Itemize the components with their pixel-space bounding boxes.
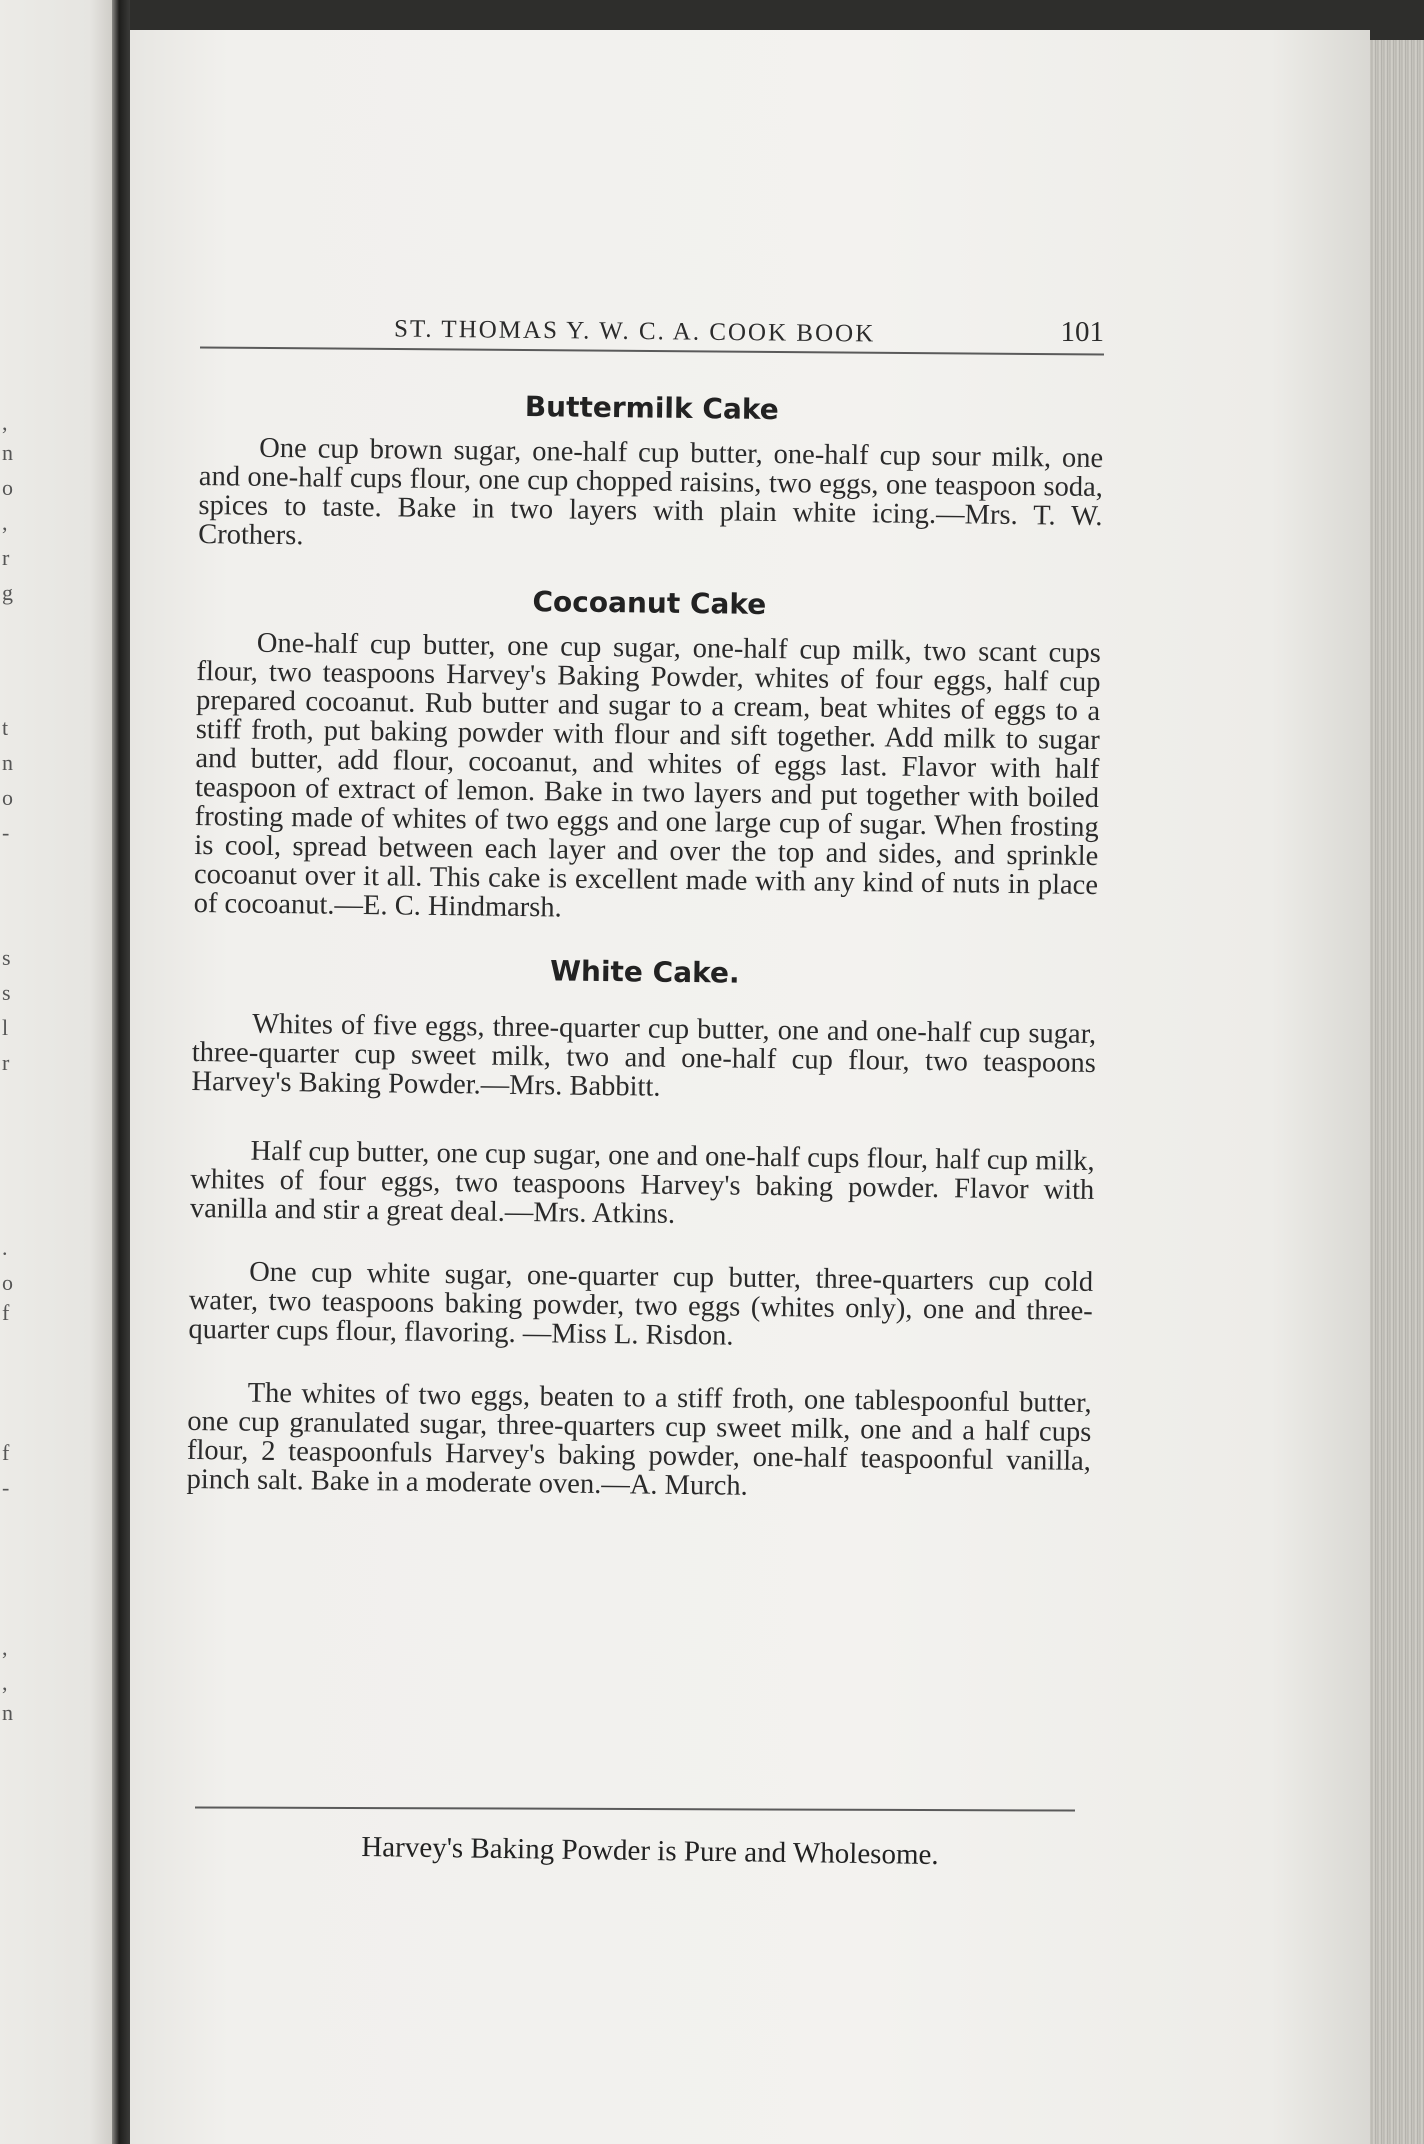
margin-fragment: g <box>2 580 13 605</box>
margin-fragment: , <box>2 1635 8 1660</box>
margin-fragment: . <box>2 1235 8 1260</box>
recipe-title: White Cake. <box>549 954 740 990</box>
margin-fragment: n <box>2 750 13 775</box>
book-gutter <box>112 0 130 2144</box>
recipe-paragraph: One cup brown sugar, one-half cup butter, one-half cup sour milk, one and one-half cups flour, one cup chopped raisins, two eggs, one teaspoon soda, spices to taste. Bake in two layers with plain white icing.—Mrs. T. W. Crothers. <box>197 432 1104 552</box>
margin-fragment: r <box>2 1050 10 1075</box>
margin-fragment: o <box>2 785 13 810</box>
margin-fragment: s <box>2 945 11 970</box>
recipe-paragraph: One cup white sugar, one-quarter cup butter, three-quarters cup cold water, two teaspoons baking powder, two eggs (whites only), one and three-quarter cups flour, flavoring. —Miss L. Risdon. <box>188 1256 1094 1352</box>
page-number: 101 <box>1060 316 1104 348</box>
recipe-buttermilk-cake <box>198 386 1104 560</box>
margin-fragment: - <box>2 820 10 845</box>
recipe-paragraph: Half cup butter, one cup sugar, one and one-half cups flour, half cup milk, whites of four eggs, two teaspoons Harvey's baking powder. Flavor with vanilla and stir a great deal.—Mrs. Atkins. <box>189 1135 1095 1230</box>
recipe-content <box>186 386 1104 1537</box>
margin-fragment: t <box>2 715 9 740</box>
margin-fragment: - <box>2 1475 10 1500</box>
page-stack-edge <box>1370 40 1424 2144</box>
recipe-white-cake <box>186 950 1097 1505</box>
margin-fragment: , <box>2 410 8 435</box>
margin-fragment: f <box>2 1300 10 1325</box>
recipe-title: Buttermilk Cake <box>524 389 779 427</box>
margin-fragment: r <box>2 545 10 570</box>
running-head: ST. THOMAS Y. W. C. A. COOK BOOK <box>393 315 876 348</box>
margin-fragment: s <box>2 980 11 1005</box>
margin-fragment: n <box>2 1700 13 1725</box>
recipe-paragraph: One-half cup butter, one cup sugar, one-half cup milk, two scant cups flour, two teaspoons Harvey's Baking Powder, whites of four eggs, half cup prepared cocoanut. Rub butter and sugar to a cream, beat whites of eggs to a stiff froth, put baking powder with flour and sift together. Add milk to sugar and butter, add flour, cocoanut, and whites of eggs last. Flavor with half teaspoon of extract of lemon. Bake in two layers and put together with boiled frosting made of whites of two eggs and one large cup of sugar. When frosting is cool, spread between each layer and over the top and sides, and sprinkle cocoanut over it all. This cake is excellent made with any kind of nuts in place of cocoanut.—E. C. Hindmarsh. <box>193 627 1101 924</box>
recipe-cocoanut-cake <box>194 581 1102 929</box>
recipe-paragraph: Whites of five eggs, three-quarter cup butter, one and one-half cup sugar, three-quarter cup sweet milk, two and one-half cup flour, two teaspoons Harvey's Baking Powder.—Mrs. Babbitt. <box>191 1008 1097 1103</box>
margin-fragment: o <box>2 475 13 500</box>
recipe-paragraph: The whites of two eggs, beaten to a stiff froth, one tablespoonful butter, one cup granulated sugar, three-quarters cup sweet milk, one and a half cups flour, 2 teaspoonfuls Harvey's baking powder, one-half teaspoonful vanilla, pinch salt. Bake in a moderate oven.—A. Murch. <box>186 1377 1092 1502</box>
left-page-edge <box>0 0 112 2144</box>
margin-fragment: f <box>2 1440 10 1465</box>
margin-fragment: , <box>2 510 8 535</box>
margin-fragment: o <box>2 1270 13 1295</box>
margin-fragment: l <box>2 1015 9 1040</box>
left-page-margin-fragments <box>0 0 20 2144</box>
margin-fragment: n <box>2 440 13 465</box>
margin-fragment: , <box>2 1670 8 1695</box>
footer-advertisement: Harvey's Baking Powder is Pure and Wholesome. <box>361 1830 939 1872</box>
recipe-title: Cocoanut Cake <box>532 585 767 621</box>
